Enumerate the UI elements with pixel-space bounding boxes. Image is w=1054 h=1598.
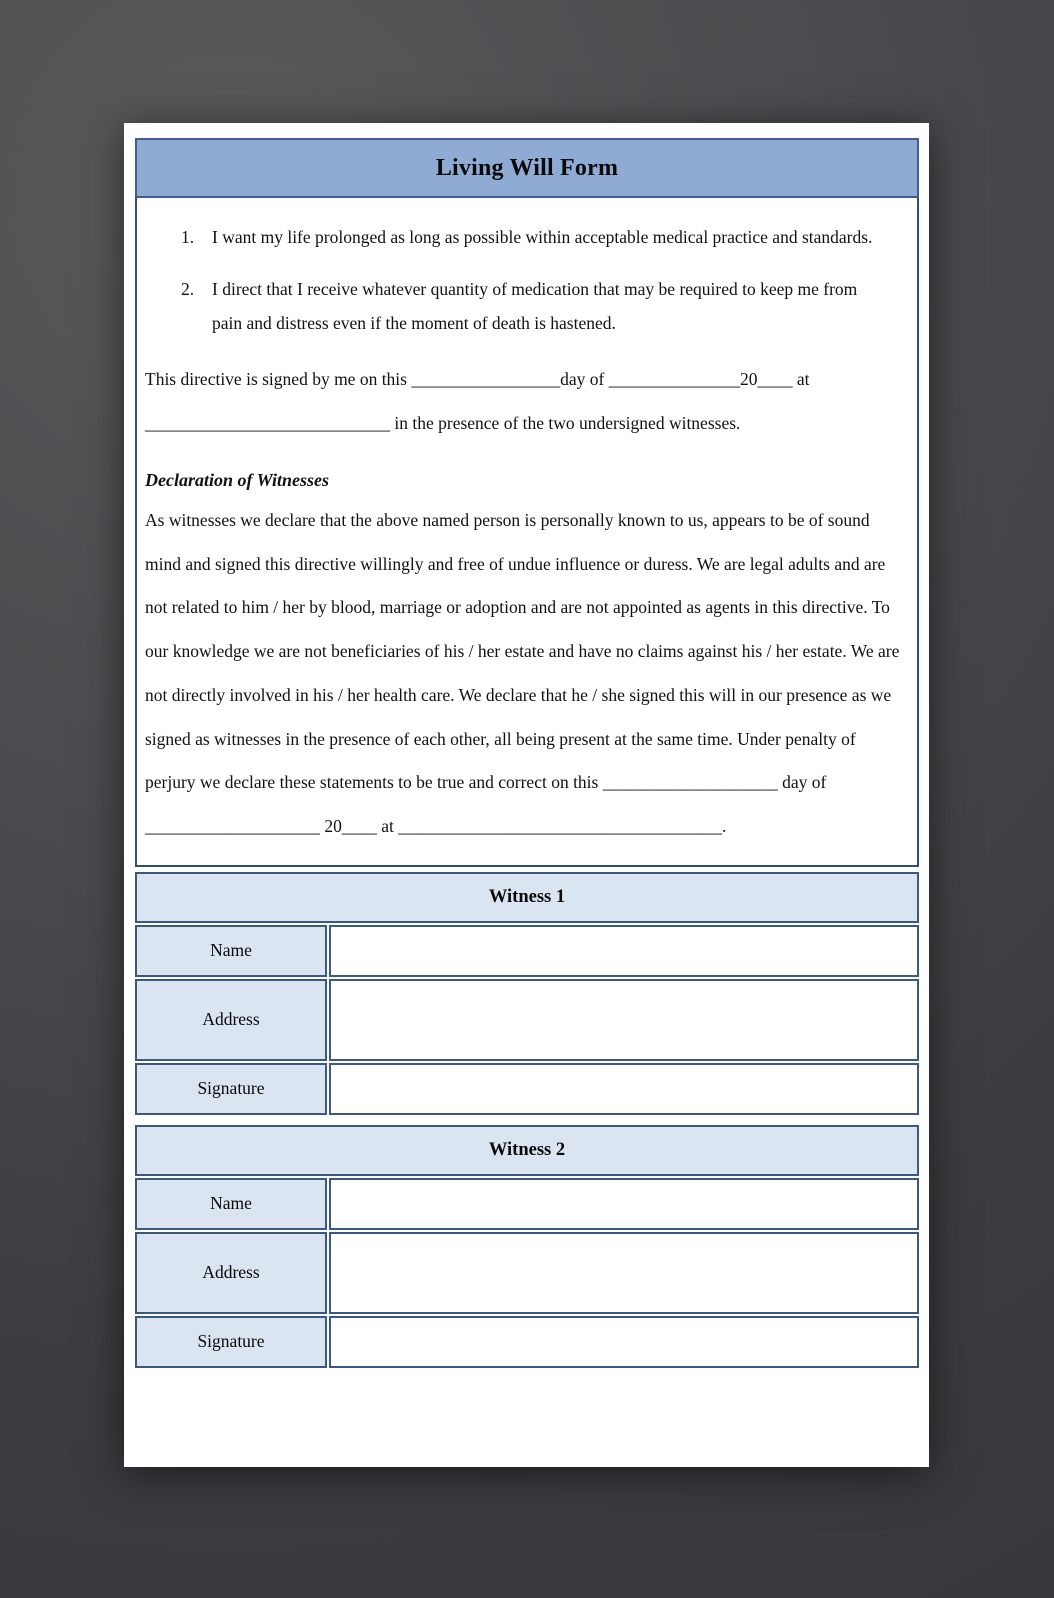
directives-section: [135, 198, 919, 867]
signature-value-cell[interactable]: [329, 1316, 919, 1368]
directives-list: [145, 220, 909, 340]
name-value-cell[interactable]: [329, 1178, 919, 1230]
table-row: [135, 1178, 919, 1230]
signing-directive-paragraph: This directive is signed by me on this _________________day of _______________20____ at ____________________________ in the presence of the two undersigned witnesses.: [145, 369, 810, 434]
witness-1-table: [133, 923, 921, 1117]
document-title-bar: [135, 138, 919, 198]
witness-2-header: Witness 2: [135, 1125, 919, 1176]
address-label: Address: [135, 1232, 327, 1314]
list-item: [145, 220, 909, 254]
page-title: Living Will Form: [435, 154, 619, 181]
list-item: [145, 272, 909, 340]
table-row: [135, 925, 919, 977]
witness-1-header: Witness 1: [135, 872, 919, 923]
name-label: Name: [135, 1178, 327, 1230]
address-label: Address: [135, 979, 327, 1061]
table-row: [135, 979, 919, 1061]
list-item-text: I direct that I receive whatever quantity of medication that may be required to keep me from pain and distress even if the moment of death is hastened.: [212, 279, 858, 334]
signature-label: Signature: [135, 1316, 327, 1368]
name-value-cell[interactable]: [329, 925, 919, 977]
document-page: [124, 123, 929, 1467]
signature-value-cell[interactable]: [329, 1063, 919, 1115]
table-row: [135, 1232, 919, 1314]
declaration-heading: Declaration of Witnesses: [145, 469, 330, 490]
declaration-paragraph: As witnesses we declare that the above named person is personally known to us, appears to be of sound mind and signed this directive willingly and free of undue influence or duress. We are legal adults and are not related to him / her by blood, marriage or adoption and are not appointed as agents in this directive. To our knowledge we are not beneficiaries of his / her estate and have no claims against his / her estate. We are not directly involved in his / her health care. We declare that he / she signed this will in our presence as we signed as witnesses in the presence of each other, all being present at the same time. Under penalty of perjury we declare these statements to be true and correct on this ____________________ day of ____________________ 20____ at _____________________________________.: [145, 509, 900, 837]
table-row: [135, 1316, 919, 1368]
list-item-number: 1.: [181, 227, 195, 247]
list-item-text: I want my life prolonged as long as possible within acceptable medical practice and standards.: [212, 227, 873, 247]
name-label: Name: [135, 925, 327, 977]
witness-2-table: [133, 1176, 921, 1370]
table-row: [135, 1063, 919, 1115]
list-item-number: 2.: [181, 279, 195, 300]
signature-label: Signature: [135, 1063, 327, 1115]
address-value-cell[interactable]: [329, 1232, 919, 1314]
address-value-cell[interactable]: [329, 979, 919, 1061]
